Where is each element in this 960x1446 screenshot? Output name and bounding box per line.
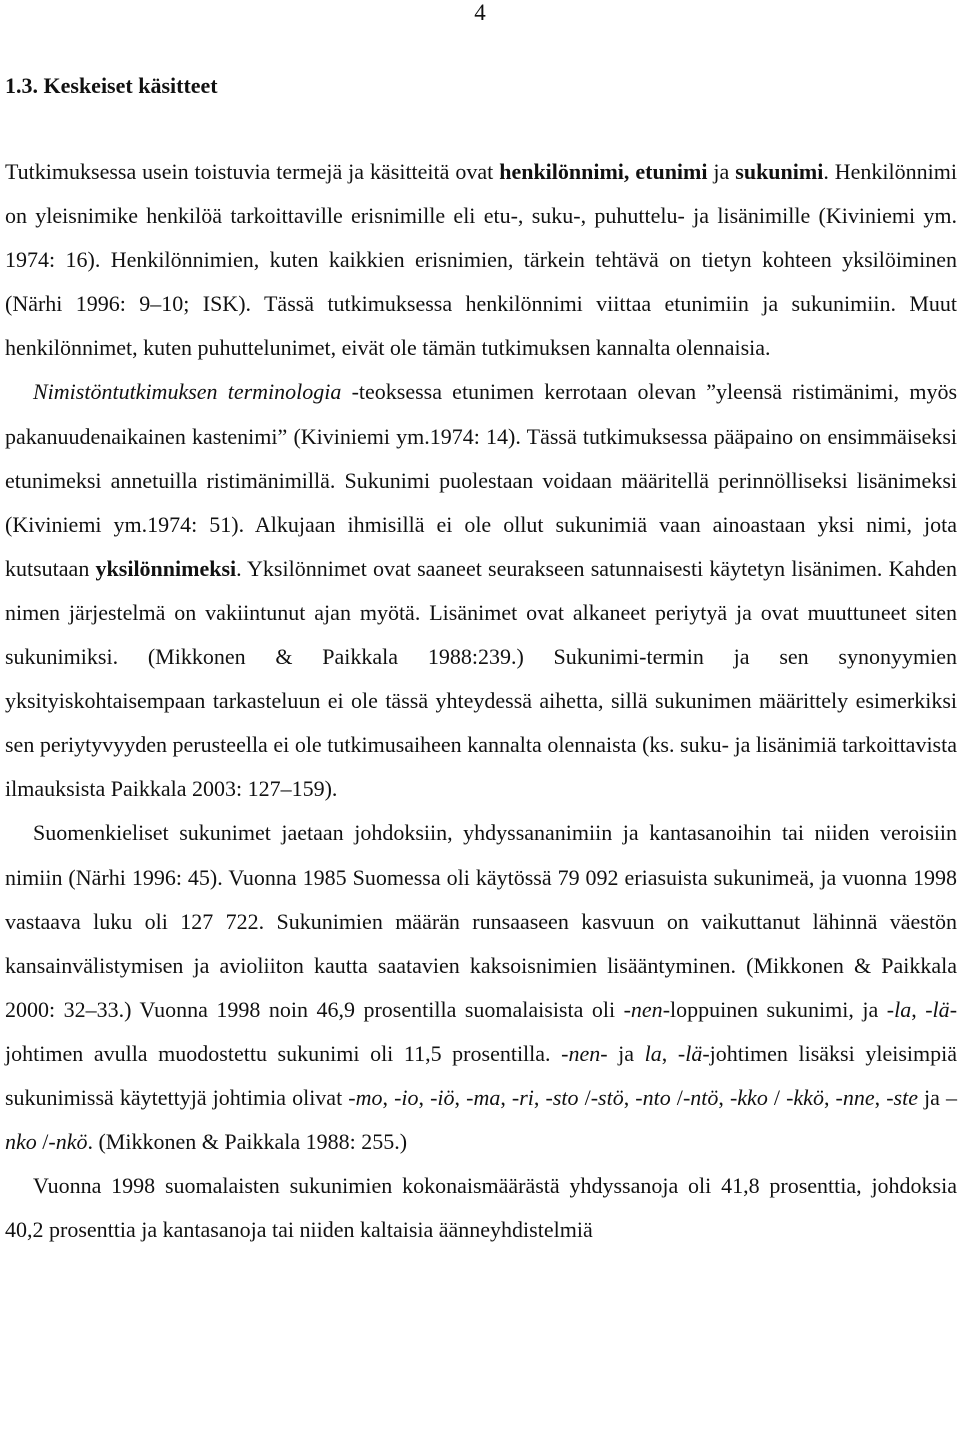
italic-term: -ste — [886, 1084, 918, 1110]
text-run: , — [911, 996, 926, 1022]
text-run: / — [36, 1129, 49, 1155]
italic-term: -ntö — [682, 1084, 719, 1110]
text-run: -teoksessa etunimen kerrotaan olevan ”yleensä ristimänimi, myös pakanuudenaikainen kastenimi” (Kiviniemi ym.1974: 14). Tässä tutkimuksessa pääpaino on ensimmäiseksi etunimeksi annetuilla ristimänimillä. Sukunimi puolestaan voidaan määritellä perinnölliseksi lisänimeksi (Kiviniemi ym.1974: 51). Alkujaan ihmisillä ei ole ollut sukunimiä vaan ainoastaan yksi nimi, jota kutsutaan — [5, 379, 958, 581]
text-run: , — [500, 1084, 512, 1110]
text-run: , — [454, 1084, 467, 1110]
paragraph-etunimi — [5, 370, 957, 811]
text-run: , — [533, 1084, 546, 1110]
italic-term: kkö — [793, 1084, 824, 1110]
italic-term: ‒nko — [5, 1084, 957, 1155]
italic-term: -la — [886, 996, 912, 1022]
text-run: ja — [607, 1040, 645, 1066]
italic-term: -iö — [430, 1084, 455, 1110]
text-run: , — [718, 1084, 730, 1110]
text-run: / - — [767, 1084, 794, 1110]
text-run: / — [670, 1084, 683, 1110]
text-run: -johtimen avulla muodostettu sukunimi oli 11,5 prosentilla. — [5, 996, 958, 1066]
italic-term: -nen — [623, 996, 663, 1022]
italic-term: Nimistöntutkimuksen terminologia — [33, 379, 342, 405]
italic-term: -kko — [729, 1084, 768, 1110]
text-run: , — [623, 1084, 636, 1110]
text-run: Vuonna 1998 suomalaisten sukunimien kokonaismäärästä yhdyssanoja oli 41,8 prosenttia, johdoksia 40,2 prosenttia ja kantasanoja tai niiden kaltaisia äänneyhdistelmiä — [5, 1173, 957, 1243]
paragraph-sukunimet — [5, 811, 957, 1164]
text-run: , — [382, 1084, 395, 1110]
italic-term: -nen- — [561, 1040, 608, 1066]
text-run: , — [874, 1084, 887, 1110]
italic-term: -mo — [348, 1084, 383, 1110]
text-run: ja — [917, 1084, 946, 1110]
text-run: , — [823, 1084, 836, 1110]
italic-term: la — [644, 1040, 662, 1066]
page-number: 4 — [474, 0, 486, 25]
text-run: . (Mikkonen & Paikkala 1988: 255.) — [87, 1129, 408, 1155]
text-run: -johtimen lisäksi yleisimpiä sukunimissä käytettyjä johtimia olivat — [5, 1040, 957, 1110]
italic-term: -stö — [590, 1084, 624, 1110]
italic-term: -nto — [635, 1084, 671, 1110]
italic-term: -io — [394, 1084, 419, 1110]
text-run: . Yksilönnimet ovat saaneet seurakseen satunnaisesti käytetyn lisänimen. Kahden nimen järjestelmä on vakiintunut ajan myötä. Lisänimet ovat alkaneet periytyä ja ovat muuttuneet siten sukunimiksi. (Mikkonen & Paikkala 1988:239.) Sukunimi-termin ja sen synonyymien yksityiskohtaisempaan tarkasteluun ei ole tässä yhteydessä aihetta, sillä sukunimen määrittely esimerkiksi sen periytyvyyden perusteella ei ole tutkimusaiheen kannalta olennaista (ks. suku- ja lisänimiä tarkoittavista ilmauksista Paikkala 2003: 127‒159). — [5, 555, 957, 802]
text-run: Suomenkieliset sukunimet jaetaan johdoksiin, yhdyssananimiin ja kantasanoihin tai niiden veroisiin nimiin (Närhi 1996: 45). Vuonna 1985 Suomessa oli käytössä 79 092 eriasuista sukunimeä, ja vuonna 1998 vastaava luku oli 127 722. Sukunimien määrän runsaaseen kasvuun on vaikuttanut lähinnä väestön kansainvälistymisen ja avioliiton kautta saatavien kaksoisnimien lisääntyminen. (Mikkonen & Paikkala 2000: 32‒33.) Vuonna 1998 noin 46,9 prosentilla suomalaisista oli — [5, 820, 957, 1022]
text-run: -loppuinen sukunimi, ja — [662, 996, 887, 1022]
italic-term: -ri — [511, 1084, 534, 1110]
body-text — [5, 150, 957, 1252]
paragraph-yhdyssanat — [5, 1164, 957, 1252]
italic-term: -lä — [677, 1040, 703, 1066]
text-run: , — [661, 1040, 678, 1066]
bold-term: henkilönnimi, etunimi — [499, 159, 708, 184]
bold-term: yksilönnimeksi — [95, 555, 237, 581]
paragraph-terms — [5, 150, 957, 370]
italic-term: -lä — [925, 996, 950, 1022]
text-run: ja — [707, 159, 736, 184]
text-run: , — [418, 1084, 431, 1110]
italic-term: -nne — [835, 1084, 875, 1110]
italic-term: -sto — [545, 1084, 579, 1110]
text-run: Tutkimuksessa usein toistuvia termejä ja käsitteitä ovat — [5, 159, 500, 184]
italic-term: -nkö — [48, 1129, 88, 1155]
text-run: . Henkilönnimi on yleisnimike henkilöä tarkoittaville erisnimille eli etu-, suku-, puhuttelu- ja lisänimille (Kiviniemi ym. 1974: 16). Henkilönnimien, kuten kaikkien erisnimien, tärkein tehtävä on tietyn kohteen yksilöiminen (Närhi 1996: 9‒10; ISK). Tässä tutkimuksessa henkilönnimi viittaa etunimiin ja sukunimiin. Muut henkilönnimet, kuten puhuttelunimet, eivät ole tämän tutkimuksen kannalta olennaisia. — [5, 159, 957, 361]
italic-term: -ma — [466, 1084, 501, 1110]
bold-term: sukunimi — [735, 159, 824, 184]
section-title: 1.3. Keskeiset käsitteet — [5, 73, 218, 98]
text-run: / — [578, 1084, 591, 1110]
